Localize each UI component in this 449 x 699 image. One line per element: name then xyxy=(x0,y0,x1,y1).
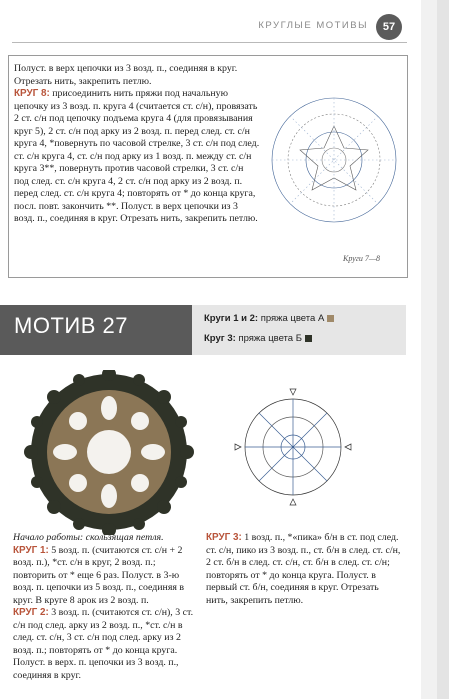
round-3-label: Круг 3: xyxy=(204,333,236,344)
rounds-7-8-diagram xyxy=(268,60,400,255)
color-b-swatch xyxy=(305,335,312,342)
round-3-yarn: пряжа цвета Б xyxy=(238,333,302,344)
motif-27-diagram xyxy=(228,382,358,512)
diagram1-center-ring xyxy=(322,148,346,172)
yarn-legend xyxy=(192,305,406,355)
round8-text: присоединить нить пряжи под начальную цепочку из 3 возд. п. круга 4 (считается ст. с/н), провязать 2 ст. с/н под цепочку подъема круга 4 (для провязывания круг 5), 2 ст. с/н под арку из 2 возд. п. перед след. ст. с/н круга 4, *повернуть по часовой стрелке, 3 ст. с/н под след. ст. с/н круга 4, ст. с/н под арку из 1 возд. п. между ст. с/н круга 3**, повернуть против часовой стрелки, 3 ст. с/н под след. ст. с/н круга 4, 2 ст. с/н под арку из 2 возд. п. перед след. ст. с/н круга 4; повторять от * до конца круга, посл. повт. закончить **. Полуст. в верх цепочки из 3 возд. п., соединяя в круг. Отрезать нить, закрепить петлю. xyxy=(14,88,260,224)
round1-paragraph xyxy=(13,545,199,608)
section-title: КРУГЛЫЕ МОТИВЫ xyxy=(258,20,368,31)
page-number: 57 xyxy=(382,21,396,33)
motif-center-hole xyxy=(87,430,131,474)
diagram-caption: Круги 7—8 xyxy=(343,254,380,263)
diagram2-spokes xyxy=(245,399,341,495)
rounds-1-2-yarn: пряжа цвета А xyxy=(260,313,325,324)
round3-paragraph xyxy=(206,532,402,607)
round1-label: КРУГ 1: xyxy=(13,544,49,556)
round3-text: 1 возд. п., *«пика» б/н в ст. под след. ст. с/н, пико из 3 возд. п., ст. б/н в след. ст. с/н, 2 ст. б/н в след. ст. с/н, ст. б/н в след. ст. с/н; повторять от * до конца круга. Полуст. в первый ст. б/н, соединяя в круг. Отрезать нить, закрепить петлю. xyxy=(206,532,401,606)
instructions-column-right xyxy=(206,532,402,607)
start-instruction: Начало работы: скользящая петля. xyxy=(13,532,164,543)
page-edge-shadow-dark xyxy=(437,0,449,699)
motif-title: МОТИВ 27 xyxy=(14,313,128,338)
round2-text: 3 возд. п. (считаются ст. с/н), 3 ст. с/н под след. арку из 2 возд. п., *ст. с/н в след. ст. с/н, 3 ст. с/н под след. арку из 2 возд. п.; повторять от * до конца круга. Полуст. в верх. п. цепочки из 3 возд. п., соединяя в круг. xyxy=(13,607,194,681)
round8-paragraph xyxy=(14,88,260,226)
intro-paragraph: Полуст. в верх цепочки из 3 возд. п., соединяя в круг. Отрезать нить, закрепить петлю. xyxy=(14,63,238,87)
round8-instructions xyxy=(14,63,260,226)
round3-label: КРУГ 3: xyxy=(206,532,242,543)
header-divider xyxy=(12,42,407,43)
round2-label: КРУГ 2: xyxy=(13,607,49,618)
instructions-column-left xyxy=(13,532,199,682)
diagram1-spokes xyxy=(272,98,396,222)
round1-text: 5 возд. п. (считаются ст. с/н + 2 возд. п.), *ст. с/н в круг, 2 возд. п.; повторить от * еще 6 раз. Полуст. в 3-ю возд. п. цепочки из 5 возд. п., соединяя в круг. В круге 8 арок из 2 возд. п. xyxy=(13,544,185,606)
rounds-1-2-label: Круги 1 и 2: xyxy=(204,313,259,324)
round2-paragraph xyxy=(13,607,199,682)
color-a-swatch xyxy=(327,315,334,322)
motif-photo xyxy=(24,370,194,535)
yarn-legend-row-b xyxy=(204,333,312,344)
round8-label: КРУГ 8: xyxy=(14,88,50,99)
yarn-legend-row-a xyxy=(204,313,334,324)
page-number-badge xyxy=(376,14,402,40)
